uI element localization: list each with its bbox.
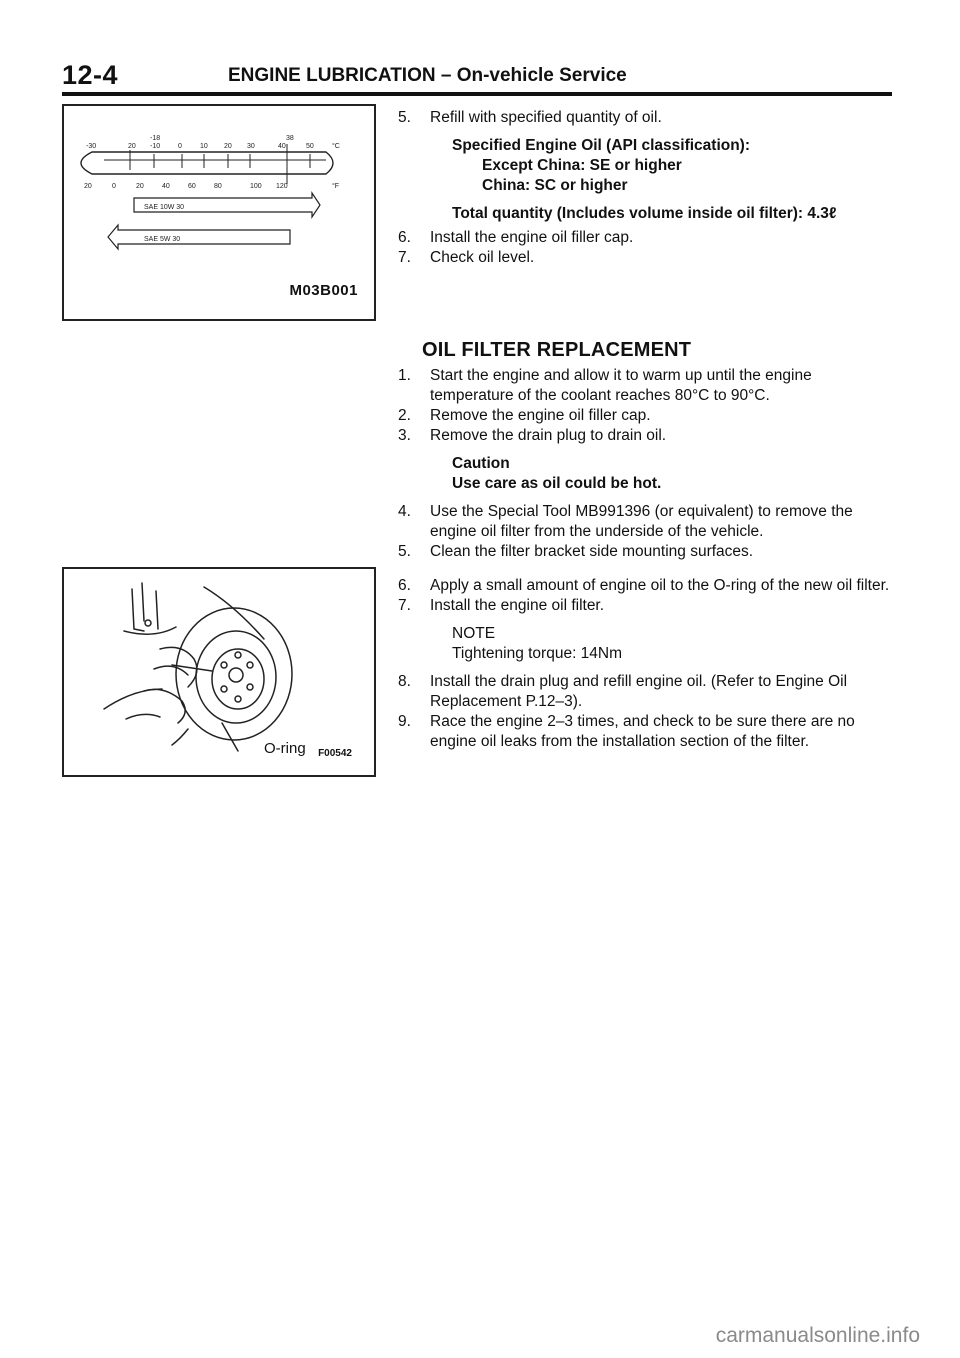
watermark: carmanualsonline.info <box>715 1324 920 1347</box>
o-ring-callout: O-ring <box>264 740 306 757</box>
spec-total: Total quantity (Includes volume inside oil filter): 4.3ℓ <box>452 205 837 222</box>
c-tick: 20 <box>128 143 136 150</box>
marker-low-label: -18 <box>150 135 161 142</box>
c-tick: -30 <box>86 143 97 150</box>
step-text: Remove the engine oil filler cap. <box>430 407 651 424</box>
step-item <box>398 108 898 128</box>
f-tick: 40 <box>162 183 170 190</box>
grade-label: SAE 10W 30 <box>144 204 185 211</box>
step-text: Install the engine oil filter. <box>430 597 605 614</box>
oil-filter-illustration <box>64 569 374 775</box>
note-text: Tightening torque: 14Nm <box>452 645 623 662</box>
spec-line: Except China: SE or higher <box>482 157 682 174</box>
step-text: Race the engine 2–3 times, and check to be sure there are no engine oil leaks from the installation section of the filter. <box>430 713 855 750</box>
fahrenheit-unit: °F <box>332 183 340 190</box>
thermometer-outline <box>81 152 333 174</box>
step-text: Apply a small amount of engine oil to the O-ring of the new oil filter. <box>430 577 890 594</box>
step-item <box>398 576 898 596</box>
step-number: 8. <box>398 673 411 690</box>
procedure-text <box>398 108 898 752</box>
c-tick: 10 <box>200 143 208 150</box>
step-item <box>398 672 898 712</box>
c-tick: 20 <box>224 143 232 150</box>
step-item <box>398 228 898 248</box>
step-number: 3. <box>398 427 411 444</box>
f-tick: 80 <box>214 183 222 190</box>
step-item <box>398 542 898 562</box>
step-item <box>398 502 898 542</box>
step-item <box>398 406 898 426</box>
c-tick: -10 <box>150 143 161 150</box>
step-text: Remove the drain plug to drain oil. <box>430 427 667 444</box>
section-title: OIL FILTER REPLACEMENT <box>422 339 692 361</box>
step-number: 4. <box>398 503 411 520</box>
c-tick: 0 <box>178 143 182 150</box>
step-number: 9. <box>398 713 411 730</box>
step-text: Refill with specified quantity of oil. <box>430 109 662 126</box>
step-number: 6. <box>398 577 411 594</box>
step-text: Install the engine oil filler cap. <box>430 229 634 246</box>
step-number: 5. <box>398 543 411 560</box>
caution-text: Use care as oil could be hot. <box>452 475 662 492</box>
f-tick: 20 <box>136 183 144 190</box>
step-item <box>398 366 898 406</box>
step-item <box>398 426 898 446</box>
step-item <box>398 248 898 268</box>
caution-title: Caution <box>452 455 510 472</box>
c-tick: 40 <box>278 143 286 150</box>
step-item <box>398 596 898 616</box>
step-text: Use the Special Tool MB991396 (or equivalent) to remove the engine oil filter from the underside of the vehicle. <box>430 503 853 540</box>
marker-high-label: 38 <box>286 135 294 142</box>
step-item <box>398 712 898 752</box>
step-text: Install the drain plug and refill engine oil. (Refer to Engine Oil Replacement P.12–3). <box>430 673 848 710</box>
step-text: Check oil level. <box>430 249 535 266</box>
fahrenheit-ticks <box>84 182 339 190</box>
spec-heading: Specified Engine Oil (API classification): <box>452 137 751 154</box>
step-text: Clean the filter bracket side mounting surfaces. <box>430 543 754 560</box>
header-rule <box>62 92 892 96</box>
grade-label: SAE 5W 30 <box>144 236 181 243</box>
f-tick: 60 <box>188 183 196 190</box>
oil-filter-figure <box>62 567 376 777</box>
spec-line: China: SC or higher <box>482 177 628 194</box>
c-tick: 50 <box>306 143 314 150</box>
step-number: 6. <box>398 229 411 246</box>
grade-arrow-5w30 <box>108 225 290 249</box>
f-tick: 100 <box>250 183 262 190</box>
page-header <box>62 58 892 94</box>
f-tick: 120 <box>276 183 288 190</box>
step-number: 5. <box>398 109 411 126</box>
celsius-ticks <box>86 142 340 150</box>
f-tick: 20 <box>84 183 92 190</box>
f-tick: 0 <box>112 183 116 190</box>
page-title: ENGINE LUBRICATION – On-vehicle Service <box>228 65 627 86</box>
figure-code: F00542 <box>318 748 352 759</box>
thermometer-ticks <box>130 144 310 184</box>
c-tick: 30 <box>247 143 255 150</box>
step-text: Start the engine and allow it to warm up until the engine temperature of the coolant reaches 80°C to 90°C. <box>430 367 812 404</box>
figure-code: M03B001 <box>289 282 358 299</box>
celsius-unit: °C <box>332 143 340 150</box>
viscosity-chart-figure <box>62 104 376 321</box>
page-number: 12-4 <box>62 60 119 90</box>
step-number: 1. <box>398 367 411 384</box>
step-number: 2. <box>398 407 411 424</box>
step-number: 7. <box>398 249 411 266</box>
step-number: 7. <box>398 597 411 614</box>
note-title: NOTE <box>452 625 496 642</box>
